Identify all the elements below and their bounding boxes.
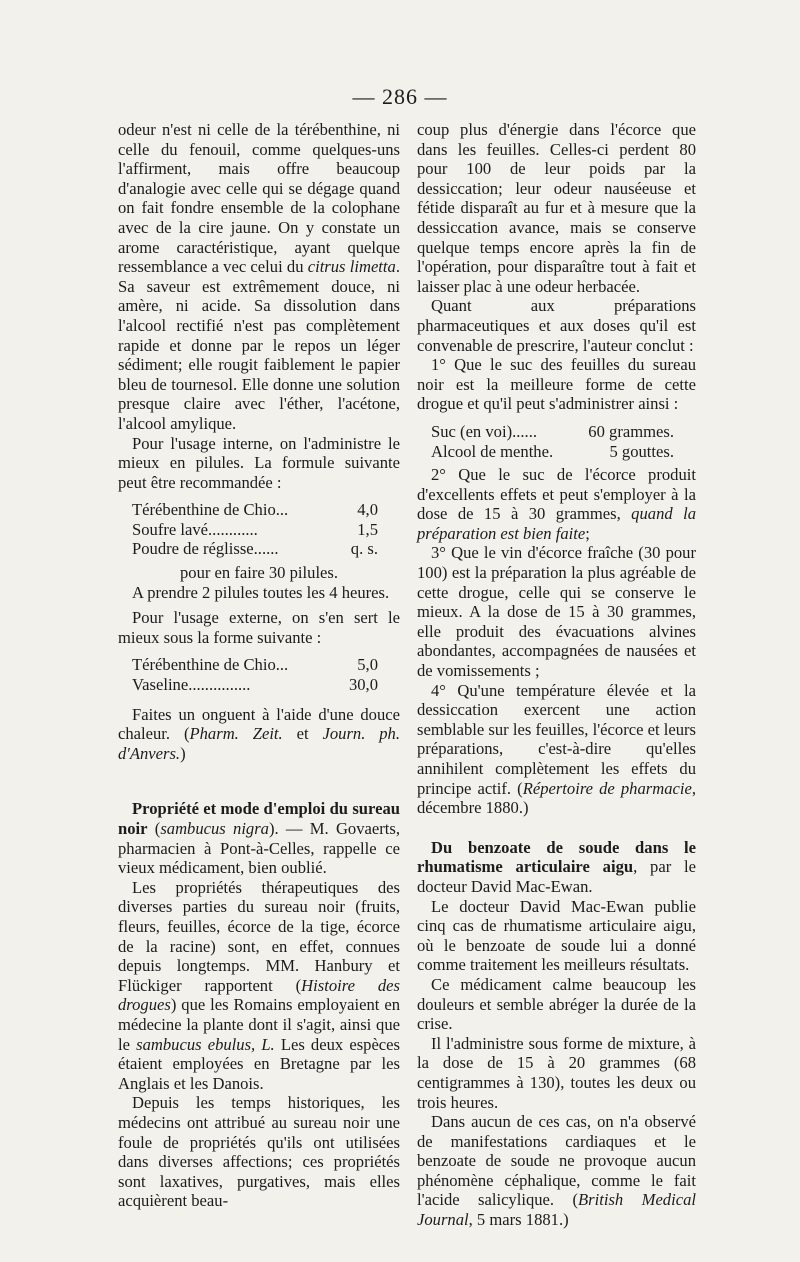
paragraph	[417, 1112, 696, 1230]
italic-text: Répertoire de pharmacie	[522, 778, 692, 798]
recipe-row	[417, 442, 696, 462]
italic-text: Histoire des drogues	[118, 975, 400, 1015]
ingredient: Térébenthine de Chio...	[132, 500, 289, 520]
text: ). — M. Govaerts, pharmacien à Pont-à-Celles, rappelle ce vieux médicament, bien oublié.	[118, 819, 400, 878]
text: )	[180, 743, 186, 763]
section-heading-benzoate	[417, 838, 696, 897]
dose: 4,0	[357, 500, 378, 520]
paragraph: Pour l'usage externe, on s'en sert le mieux sous la forme suivante :	[118, 608, 400, 647]
dose: 1,5	[357, 519, 378, 539]
dose: 5,0	[357, 655, 378, 675]
recipe-suc	[417, 422, 696, 461]
ingredient: Alcool de menthe.	[431, 441, 554, 461]
italic-text: sambucus ebulus, L.	[136, 1034, 275, 1054]
recipe-ointment	[118, 655, 400, 694]
paragraph: Quant aux préparations pharmaceutiques et aux doses qu'il est convenable de prescrire, l'auteur conclut :	[417, 296, 696, 355]
right-column	[417, 120, 696, 1230]
italic-text: sambucus nigra	[160, 819, 269, 838]
section-heading-sureau	[118, 799, 400, 877]
ingredient: Suc (en voi)......	[431, 421, 537, 441]
text: et	[282, 724, 323, 744]
paragraph	[118, 120, 400, 434]
dose: 5 gouttes.	[609, 441, 674, 461]
recipe-row	[417, 422, 696, 442]
italic-text: Pharm. Zeit.	[189, 724, 283, 744]
italic-text: British Medical Journal	[417, 1190, 696, 1230]
heading-text: Propriété et mode d'emploi du sureau noir	[118, 799, 400, 838]
paragraph: A prendre 2 pilules toutes les 4 heures.	[132, 582, 390, 602]
recipe-pills	[118, 500, 400, 559]
text: , 5 mars 1881.)	[468, 1210, 569, 1230]
paragraph: 3° Que le vin d'écorce fraîche (30 pour 100) est la préparation la plus agréable de cette drogue, celle qui se conserve le mieux. A la dose de 15 à 30 grammes, elle produit des évacuations alvines abondantes, accompagnées de nausées et de vomissements ;	[417, 543, 696, 681]
paragraph: Ce médicament calme beaucoup les douleurs et semble abréger la durée de la crise.	[417, 974, 696, 1034]
dose: 60 grammes.	[588, 421, 674, 441]
paragraph: 1° Que le suc des feuilles du sureau noir est la meilleure forme de cette drogue et qu'il peut s'administrer ainsi :	[417, 355, 696, 414]
paragraph	[417, 681, 696, 818]
italic-text: quand la préparation est bien faite	[417, 504, 696, 543]
dose: q. s.	[350, 539, 378, 559]
text: Dans aucun de ces cas, on n'a observé de manifestations cardiaques et le benzoate de soude ne provoque aucun phénomène céphalique, comme le fait l'acide salicylique. (	[417, 1112, 696, 1210]
text: (	[147, 819, 161, 838]
text: ) que les Romains employaient en médecine la plante dont il s'agit, ainsi que le	[118, 995, 400, 1054]
recipe-row	[118, 675, 400, 695]
heading-text: Du benzoate de soude dans le rhumatisme articulaire aigu	[417, 837, 696, 877]
paragraph	[118, 705, 400, 764]
paragraph: coup plus d'énergie dans l'écorce que dans les feuilles. Celles-ci perdent 80 pour 100 de leur poids par la dessiccation; leur odeur nauséeuse et fétide disparaît au fur et à mesure que la dessiccation avance, mais se conserve quelque temps encore après la fin de l'opération, pour disparaître tout à fait et laisser plac à une odeur herbacée.	[417, 120, 696, 296]
text: , par le docteur David Mac-Ewan.	[417, 857, 696, 896]
paragraph: Depuis les temps historiques, les médecins ont attribué au sureau noir une foule de propriétés qu'ils ont utilisées dans diverses affections; ces propriétés sont laxatives, purgatives, mais elles acquièrent beau-	[118, 1093, 400, 1211]
ingredient: Térébenthine de Chio...	[132, 655, 289, 675]
italic-text: Journ. ph. d'Anvers.	[118, 724, 400, 763]
text: 2° Que le suc de l'écorce produit d'excellents effets et peut s'employer à la dose de 15 à 30 grammes,	[417, 465, 696, 524]
ingredient: Poudre de réglisse......	[132, 539, 279, 559]
page-number: — 286 —	[352, 84, 448, 109]
text: Faites un onguent à l'aide d'une douce chaleur. (	[118, 704, 400, 744]
text: 4° Qu'une température élevée et la dessiccation exercent une action semblable sur les feuilles, l'écorce et leurs préparations, c'est-à-dire qu'elles annihilent complètement les effets du principe actif. (	[417, 680, 696, 798]
text: ;	[585, 523, 590, 543]
ingredient: Vaseline...............	[132, 675, 251, 695]
recipe-row	[118, 539, 400, 559]
paragraph: Pour l'usage interne, on l'administre le mieux en pilules. La formule suivante peut être recommandée :	[118, 433, 400, 492]
paragraph: Il l'administre sous forme de mixture, à la dose de 15 à 20 grammes (68 centigrammes à 130), toutes les deux ou trois heures.	[417, 1033, 696, 1112]
text: Les deux espèces étaient employées en Bretagne par les Anglais et les Danois.	[118, 1034, 400, 1093]
recipe-row	[118, 520, 400, 540]
text: . Sa saveur est extrêmement douce, ni amère, ni acide. Sa dissolution dans l'alcool rectifié n'est pas complètement rapide et donne par le repos un léger sédiment; elle rougit faiblement le papier bleu de tournesol. Elle donne une solution presque claire avec l'éther, l'acétone, l'alcool amylique.	[118, 257, 400, 433]
italic-text: citrus limetta	[307, 257, 396, 277]
left-column	[118, 120, 400, 1211]
ingredient: Soufre lavé............	[132, 519, 258, 539]
paragraph: Le docteur David Mac-Ewan publie cinq cas de rhumatisme articulaire aigu, où le benzoate de soude lui a donné comme traitement les meilleurs résultats.	[417, 896, 696, 975]
recipe-row	[118, 500, 400, 520]
paragraph	[118, 878, 400, 1094]
paragraph: pour en faire 30 pilules.	[179, 563, 339, 583]
text: odeur n'est ni celle de la térébenthine, ni celle du fenouil, comme quelques-uns l'affirment, mais offre beaucoup d'analogie avec celle qui se dégage quand on fait fondre ensemble de la colophane avec de la cire jaune. On y constate un arome caractéristique, ayant quelque ressemblance a vec celui du	[118, 120, 400, 277]
text: , décembre 1880.)	[417, 778, 696, 818]
text: Les propriétés thérapeutiques des diverses parties du sureau noir (fruits, fleurs, feuilles, écorce de la tige, écorce de la racine) sont, en effet, connues depuis longtemps. MM. Hanbury et Flückiger rapportent (	[118, 877, 400, 995]
recipe-row	[118, 655, 400, 675]
paragraph	[417, 465, 696, 543]
dose: 30,0	[348, 675, 378, 695]
